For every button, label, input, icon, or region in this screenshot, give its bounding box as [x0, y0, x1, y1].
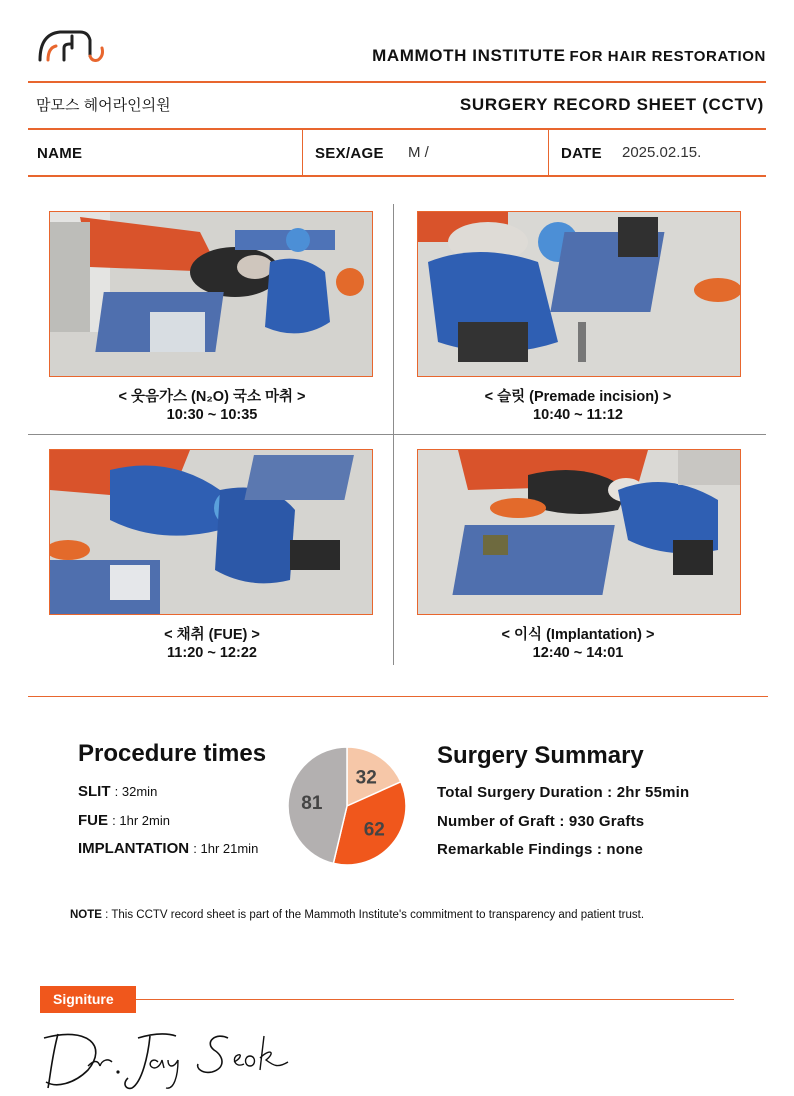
stage-caption [42, 626, 382, 662]
pie-slice-label: 81 [301, 792, 323, 814]
surgery-scene-image [418, 450, 740, 614]
surgery-scene-image [50, 212, 372, 376]
pie-slice-label: 62 [363, 819, 385, 841]
procedure-item [78, 812, 170, 829]
stage-time: 10:40 ~ 11:12 [533, 407, 623, 423]
stage-time: 12:40 ~ 14:01 [532, 645, 624, 661]
summary-total-duration: Total Surgery Duration : 2hr 55min [437, 784, 690, 801]
footnote [70, 909, 644, 921]
procedure-item-label: IMPLANTATION [78, 840, 190, 857]
cctv-photo-fue [49, 449, 373, 615]
stage-title: < 이식 (Implantation) > [501, 627, 655, 643]
stage-caption [42, 388, 382, 424]
note-label: NOTE [70, 909, 102, 921]
stage-title: < 슬릿 (Premade incision) > [484, 389, 672, 405]
pie-slice-label: 32 [355, 767, 377, 789]
name-label: NAME [37, 145, 83, 162]
cctv-photo-implantation [417, 449, 741, 615]
mammoth-logo-icon [36, 26, 108, 66]
handwritten-signature [38, 1026, 300, 1094]
procedure-item [78, 840, 258, 857]
divider-lower [28, 696, 768, 697]
grid-divider-horizontal [28, 434, 766, 435]
procedure-item [78, 783, 157, 800]
cctv-photo-anesthesia [49, 211, 373, 377]
divider-fields [28, 175, 766, 177]
procedure-item-value: : 1hr 2min [112, 813, 170, 828]
procedure-pie-chart [285, 745, 409, 867]
procedure-title: Procedure times [78, 740, 267, 767]
brand-sub: FOR HAIR RESTORATION [569, 48, 766, 65]
divider-top [28, 81, 766, 83]
procedure-item-value: : 1hr 21min [193, 841, 259, 856]
clinic-name-korean: 맘모스 헤어라인의원 [36, 97, 171, 114]
signature-label: Signiture [40, 986, 136, 1013]
surgery-scene-image [418, 212, 740, 376]
procedure-item-value: : 32min [114, 784, 158, 799]
brand-title [372, 46, 766, 66]
note-text: : This CCTV record sheet is part of the Mammoth Institute's commitment to transparency and patient trust. [105, 909, 645, 921]
sexage-value: M / [408, 144, 429, 161]
cctv-photo-slit [417, 211, 741, 377]
summary-title: Surgery Summary [437, 742, 644, 769]
stage-caption [408, 388, 748, 424]
summary-graft-count: Number of Graft : 930 Grafts [437, 813, 645, 830]
brand-main: MAMMOTH INSTITUTE [372, 46, 566, 65]
date-value: 2025.02.15. [622, 144, 702, 161]
procedure-item-label: SLIT [78, 783, 111, 800]
stage-time: 11:20 ~ 12:22 [167, 645, 257, 661]
stage-caption [408, 626, 748, 662]
sheet-title: SURGERY RECORD SHEET (CCTV) [459, 95, 764, 114]
field-separator [548, 129, 549, 176]
stage-title: < 웃음가스 (N₂O) 국소 마취 > [118, 389, 306, 405]
field-separator [302, 129, 303, 176]
date-label: DATE [561, 145, 602, 162]
surgery-scene-image [50, 450, 372, 614]
stage-title: < 채취 (FUE) > [164, 627, 260, 643]
stage-time: 10:30 ~ 10:35 [166, 407, 258, 423]
divider-mid [28, 128, 766, 130]
signature-line [136, 999, 734, 1000]
summary-findings: Remarkable Findings : none [437, 841, 644, 858]
sexage-label: SEX/AGE [315, 145, 384, 162]
procedure-item-label: FUE [78, 812, 108, 829]
